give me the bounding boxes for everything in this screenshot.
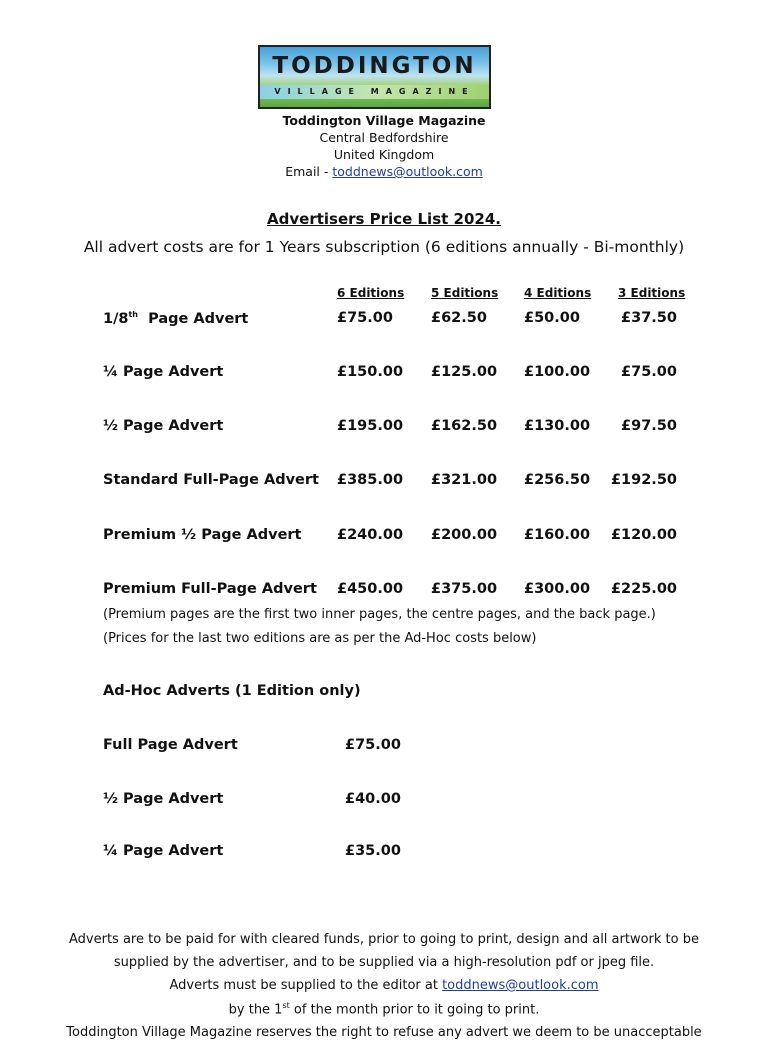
adhoc-heading: Ad-Hoc Adverts (1 Edition only) <box>103 683 361 699</box>
footer-line-2: supplied by the advertiser, and to be supplied via a high-resolution pdf or jpeg file. <box>113 955 655 970</box>
row-label-half-page: ½ Page Advert <box>103 418 224 434</box>
price-cell: £256.50 <box>524 472 591 488</box>
row-label-eighth-num: 1/8 <box>103 310 129 327</box>
row-label-eighth-page <box>103 310 248 327</box>
footer-line-3 <box>0 978 768 993</box>
premium-pages-note: (Premium pages are the first two inner pages, the centre pages, and the back page.) <box>103 607 656 622</box>
address-line-2: United Kingdom <box>333 147 435 162</box>
price-cell: £321.00 <box>431 472 498 488</box>
row-label-quarter-page: ¼ Page Advert <box>103 364 224 380</box>
price-cell: £300.00 <box>524 581 591 597</box>
footer-email-link[interactable]: toddnews@outlook.com <box>442 978 599 993</box>
row-label-premium-half-page: Premium ½ Page Advert <box>103 527 302 543</box>
last-editions-note: (Prices for the last two editions are as per the Ad-Hoc costs below) <box>103 631 537 646</box>
row-label-standard-full-page: Standard Full-Page Advert <box>103 472 319 488</box>
price-cell: £450.00 <box>337 581 404 597</box>
footer-line-4-post: of the month prior to it going to print. <box>289 1002 540 1018</box>
row-label-eighth-text: Page Advert <box>138 310 249 327</box>
price-list-title: Advertisers Price List 2024. <box>267 210 501 228</box>
email-label: Email - <box>285 164 333 179</box>
footer-line-5: Toddington Village Magazine reserves the right to refuse any advert we deem to be unacceptable <box>66 1025 702 1040</box>
price-cell: £120.00 <box>610 527 677 543</box>
price-cell: £125.00 <box>431 364 498 380</box>
footer-line-3-prefix: Adverts must be supplied to the editor at <box>169 978 443 993</box>
footer-line-4-sup: st <box>282 1001 290 1010</box>
price-cell: £62.50 <box>431 310 487 326</box>
column-header-3-editions: 3 Editions <box>618 286 686 300</box>
price-cell: £75.00 <box>337 310 393 326</box>
footer-line-1: Adverts are to be paid for with cleared funds, prior to going to print, design and all artwork to be <box>69 932 699 947</box>
adhoc-label-half-page: ½ Page Advert <box>103 791 224 807</box>
price-cell: £150.00 <box>337 364 404 380</box>
adhoc-price-half-page: £40.00 <box>345 791 401 807</box>
column-header-4-editions: 4 Editions <box>524 286 592 300</box>
footer-line-4-pre: by the 1 <box>228 1002 283 1018</box>
price-cell: £225.00 <box>610 581 677 597</box>
price-cell: £240.00 <box>337 527 404 543</box>
price-cell: £50.00 <box>524 310 580 326</box>
row-label-eighth-sup: th <box>128 310 139 319</box>
price-cell: £192.50 <box>610 472 677 488</box>
column-header-6-editions: 6 Editions <box>337 286 405 300</box>
logo-title: TODDINGTON <box>272 53 477 79</box>
address-line-1: Central Bedfordshire <box>319 130 449 145</box>
price-cell: £375.00 <box>431 581 498 597</box>
price-cell: £385.00 <box>337 472 404 488</box>
price-list-subtitle: All advert costs are for 1 Years subscription (6 editions annually - Bi-monthly) <box>83 238 685 256</box>
adhoc-label-quarter-page: ¼ Page Advert <box>103 843 224 859</box>
price-cell: £97.50 <box>621 418 677 434</box>
org-name: Toddington Village Magazine <box>282 113 486 128</box>
adhoc-price-full-page: £75.00 <box>345 737 401 753</box>
price-cell: £162.50 <box>431 418 498 434</box>
row-label-premium-full-page: Premium Full-Page Advert <box>103 581 317 597</box>
price-cell: £160.00 <box>524 527 591 543</box>
column-header-5-editions: 5 Editions <box>431 286 499 300</box>
email-line <box>0 164 768 179</box>
price-cell: £200.00 <box>431 527 498 543</box>
price-cell: £75.00 <box>621 364 677 380</box>
price-cell: £130.00 <box>524 418 591 434</box>
header-email-link[interactable]: toddnews@outlook.com <box>332 164 483 179</box>
logo-subtitle: VILLAGE MAGAZINE <box>274 87 475 96</box>
adhoc-price-quarter-page: £35.00 <box>345 843 401 859</box>
price-cell: £100.00 <box>524 364 591 380</box>
price-cell: £37.50 <box>621 310 677 326</box>
adhoc-label-full-page: Full Page Advert <box>103 737 238 753</box>
magazine-logo <box>258 45 491 109</box>
footer-line-4 <box>0 1001 768 1017</box>
price-cell: £195.00 <box>337 418 404 434</box>
